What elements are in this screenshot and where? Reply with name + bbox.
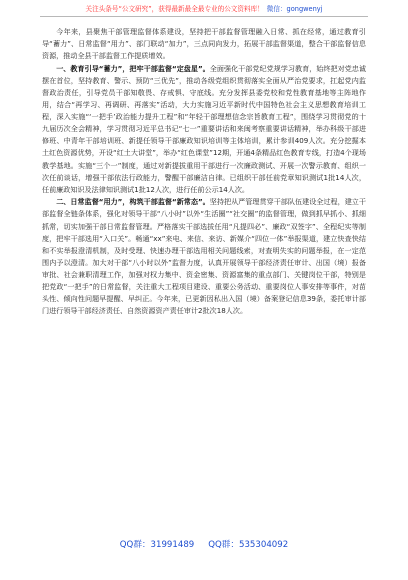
banner-wechat-id: 微信：gongwenyj (266, 5, 323, 13)
banner-promo-text: 关注头条号“公文研究”，获得最新最全最专业的公文资料库！ (85, 5, 264, 13)
paragraph-text: 全面强化干部党纪党规学习教育，始终把对党忠诚摆在首位，坚持教育、警示、预防“三优先”，推动各级党组织贯彻落实全面从严治党要求，扛起党内监督政治责任，引导党员干部知敬畏、存戒惧、守底线。充分发挥县委党校和党性教育基地等主阵地作用，结合“再学习、再调研、再落实”活动，大力实施习近平新时代中国特色社会主义思想教育培训工程，深入实施“‘一把手’政治能力提升工程”和“年轻干部理想信念宗旨教育工程”，围绕学习贯彻党的十九届历次全会精神，学习贯彻习近平总书记“七一”重要讲话和来闽考察重要讲话精神，举办科级干部进修班、中青年干部培训班、新提任领导干部廉政知识培训等主体培训，累计参训409人次。充分挖掘本土红色资源优势，开设“红土大讲堂”，举办“红色课堂”12期，开通4条精品红色教育专线，打造4个现场教学基地。实施“三个一”制度，通过对新提拔重用干部进行一次廉政测试、开展一次警示教育、组织一次任前谈话，增强干部依法行政能力，警醒干部廉洁自律。已组织干部任前党章知识测试1批14人次，任前廉政知识及法律知识测试1批12人次，进行任前公示14人次。 (42, 63, 367, 194)
paragraph-text: 坚持把从严管理贯穿干部队伍建设全过程，建立干部监督全链条体系，强化对领导干部“八小时”以外“生活圈”“社交圈”的监督管理，做到抓早抓小、抓细抓常，切实加强干部日常监督管理。严格落实干部选拔任用“凡提四必”、廉政“双签字”、全程纪实等制度，把牢干部选用“入口关”。畅通“xx”来电、来信、来访、新媒介“四位一体”举报渠道，建立快查快结和不实举报澄清机制，及时受理、快速办理干部选用相关问题线索，对查明失实的问题举报，在一定范围内予以澄清。加大对干部“八小时以外”监督力度，认真开展领导干部经济责任审计、出国（境）报备审批、社会兼职清理工作，加强对权力集中、资金密集、资源富集的重点部门、关键岗位干部，特别是把党政“一把手”的日常监督，关注重大工程项目建设、重要公务活动、重要岗位人事安排等事件，对苗头性、倾向性问题早提醒、早纠正。今年来，已更新因私出入国（境）备案登记信息39条，委托审计部门进行领导干部经济责任、自然资源资产责任审计2批次18人次。 (42, 197, 366, 316)
header-divider (40, 16, 368, 17)
document-body (42, 26, 366, 317)
footer-qq-group-2: QQ群：535304092 (208, 540, 289, 550)
section-heading: 一、教育引导“蓄力”，把牢干部监督“定盘星”。 (56, 63, 210, 73)
footer-contact (0, 538, 408, 550)
footer-qq-group-1: QQ群：31991489 (119, 540, 195, 550)
top-banner (0, 4, 408, 14)
intro-paragraph (42, 26, 366, 62)
paragraph-text: 今年来，县聚焦干部管理监督体系建设，坚持把干部监督管理融入日常、抓在经常，通过教育引导“蓄力”、日常监督“用力”、部门联动“加力”，三点同向发力，拓展干部监督渠道，整合干部监督信息资源，推动全县干部监督工作提质增效。 (42, 27, 366, 61)
section-heading: 二、日常监督“用力”，构筑干部监督“新常态”。 (56, 197, 210, 207)
section-one-paragraph (42, 63, 366, 196)
section-two-paragraph (42, 196, 366, 317)
